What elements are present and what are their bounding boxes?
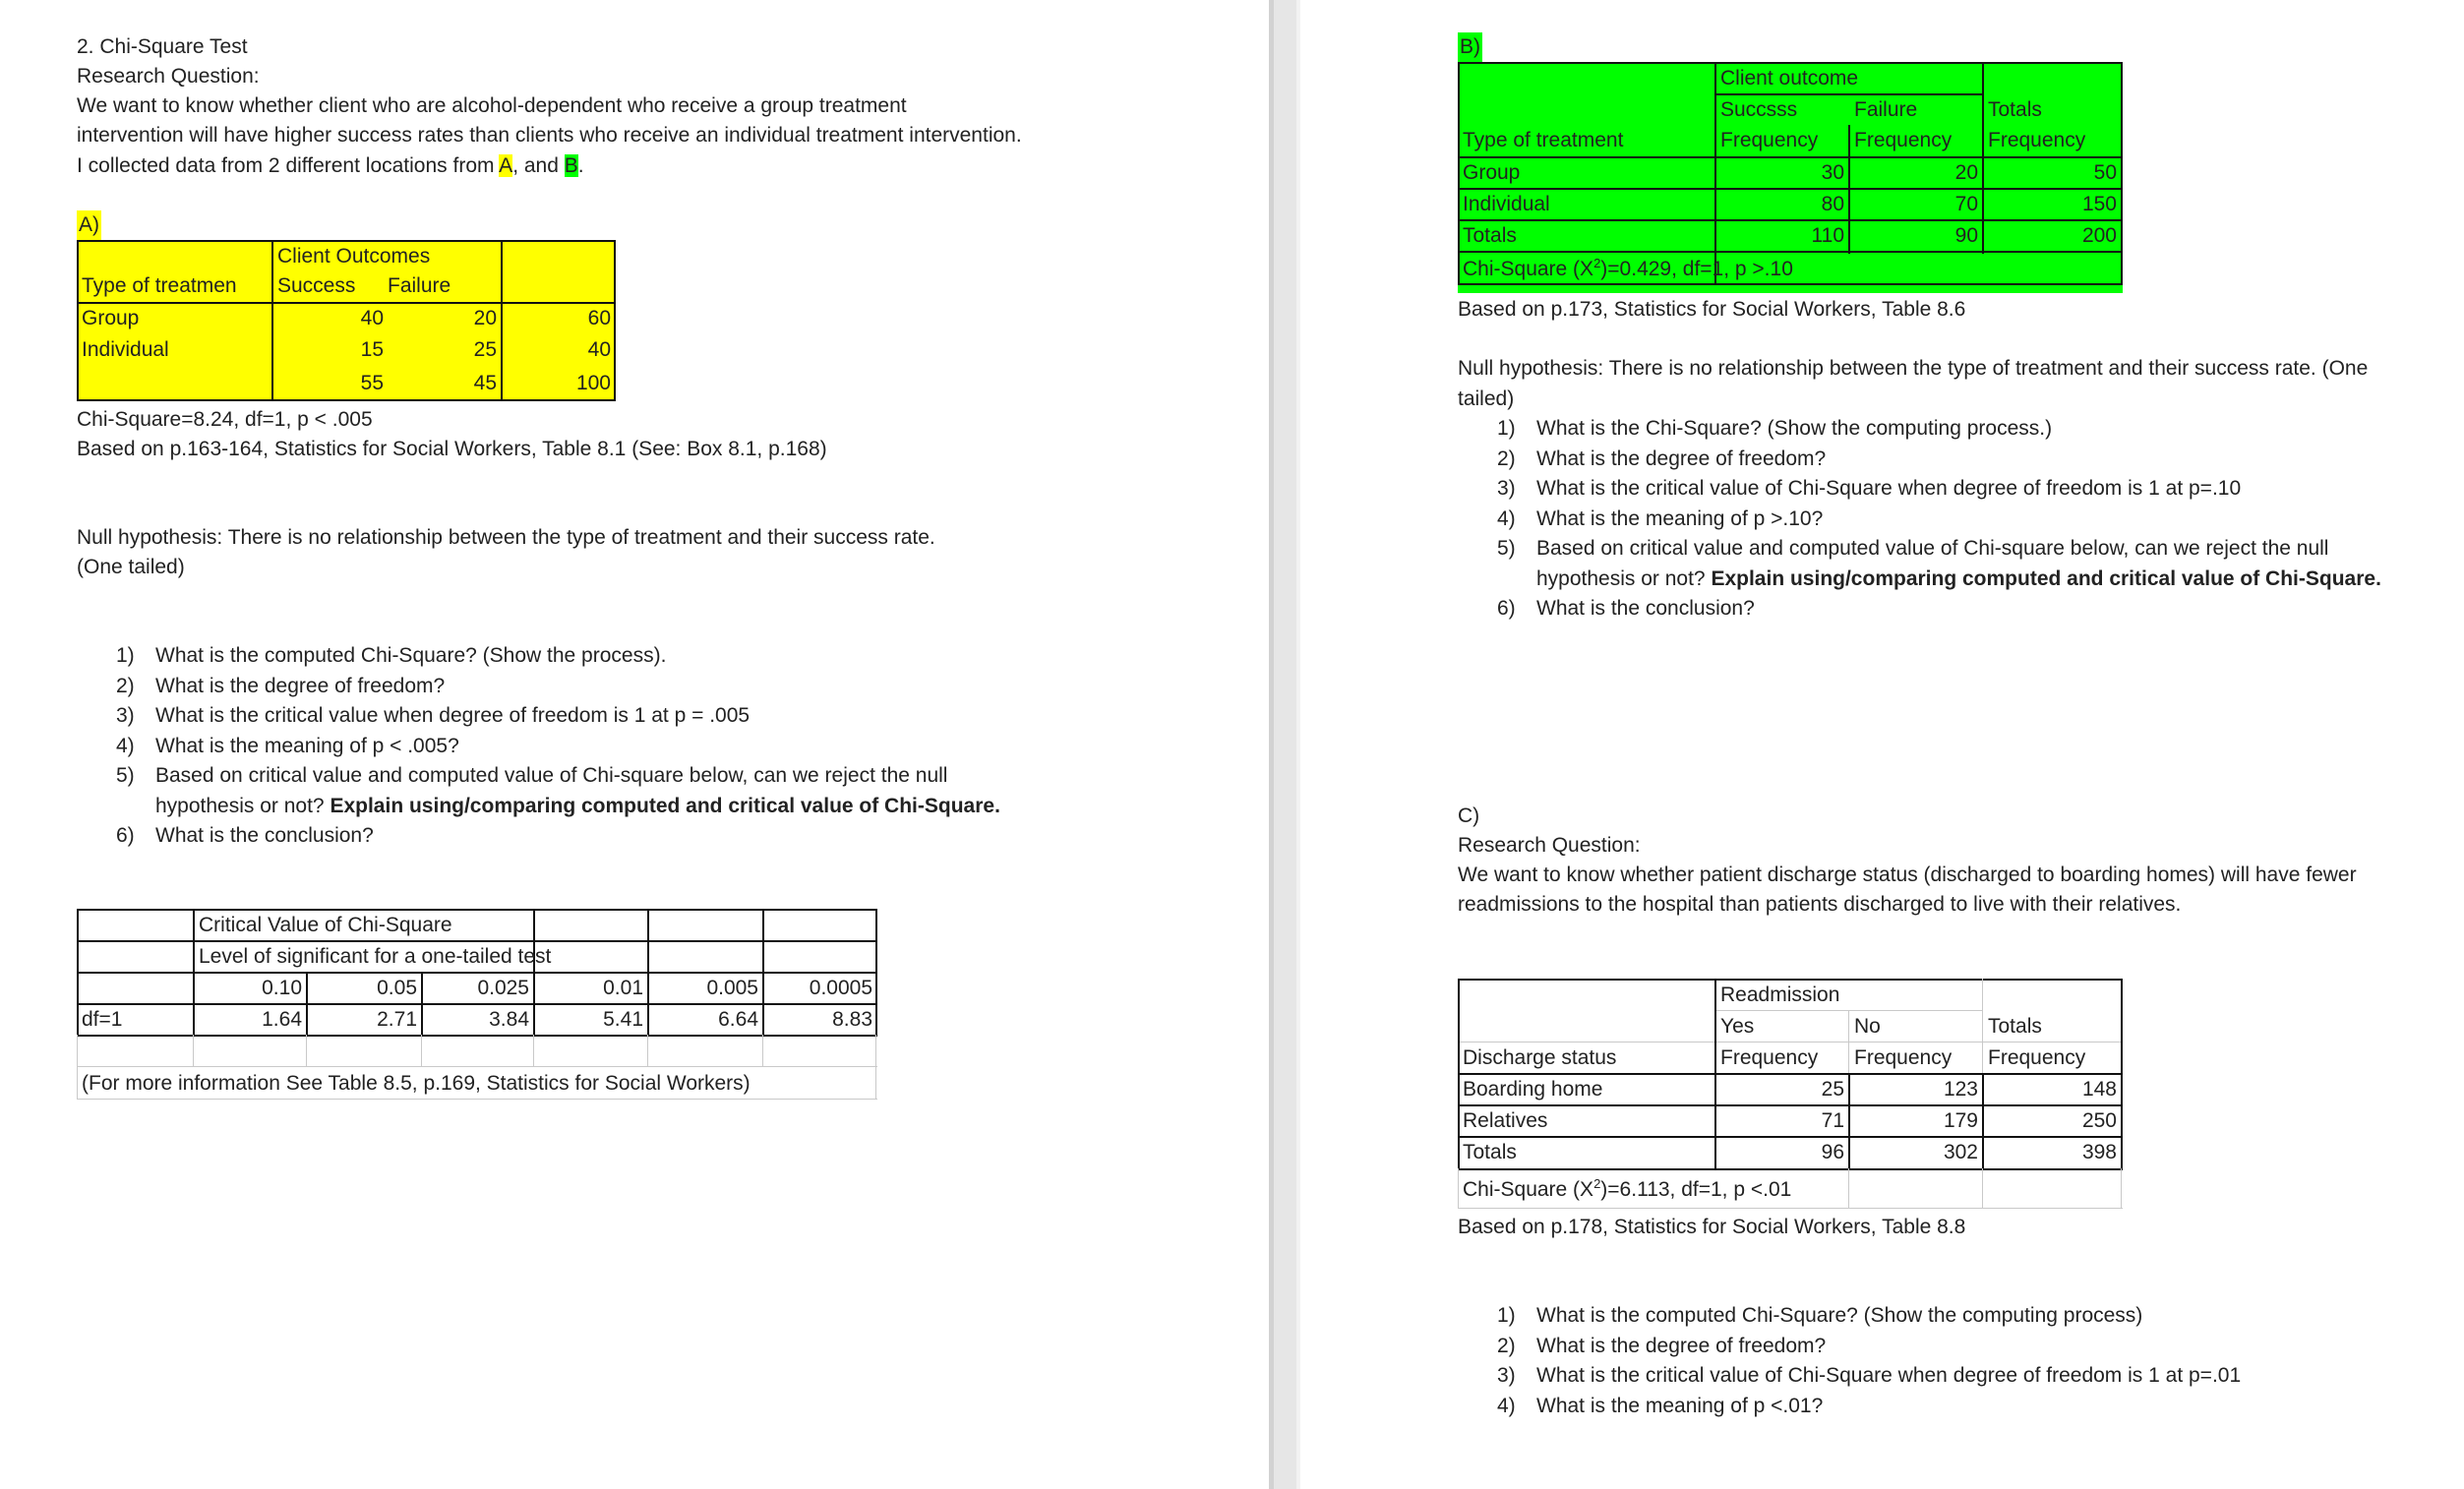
table-b-chi-square [1459,254,1797,285]
table-c-cell: 71 [1821,1109,1844,1132]
table-a-col-type: Type of treatmen [82,274,237,297]
list-number: 4) [1497,506,1516,530]
list-item [1497,1392,2241,1422]
table-a [77,240,616,401]
table-b-freq-label: Frequency [1988,129,2086,151]
table-c [1458,979,2123,1211]
list-item [1497,534,2381,565]
question-text: What is the conclusion? [1536,597,1755,620]
list-item [116,761,1000,792]
table-b-header: Client outcome [1720,67,1859,89]
question-text: What is the meaning of p <.01? [1536,1394,1824,1417]
list-item [1497,1301,2241,1332]
list-number: 4) [116,734,135,757]
research-question-label-c: Research Question: [1458,834,1641,857]
question-text: What is the Chi-Square? (Show the computing process.) [1536,417,2053,440]
list-number: 3) [1497,477,1516,500]
null-hypothesis-a: Null hypothesis: There is no relationship between the type of treatment and their success rate. [77,526,935,549]
table-a-cell: 40 [360,307,384,329]
critical-value: 5.41 [603,1008,643,1031]
table-c-cell: 96 [1821,1141,1844,1163]
critical-table-title: Critical Value of Chi-Square [199,914,452,936]
list-item [116,641,1000,672]
page-gutter [1269,0,1300,1489]
critical-value: 1.64 [262,1008,302,1031]
chi-square-result-a: Chi-Square=8.24, df=1, p < .005 [77,408,373,431]
superscript: 2 [1593,256,1601,270]
question-text: hypothesis or not? [155,794,331,817]
list-number: 4) [1497,1394,1516,1417]
table-c-col-status: Discharge status [1463,1046,1617,1069]
question-text: hypothesis or not? [1536,566,1712,590]
null-hypothesis-a-cont: (One tailed) [77,556,185,578]
question-text: What is the meaning of p >.10? [1536,506,1824,530]
table-a-cell: 20 [473,307,497,329]
table-c-col-no: No [1854,1015,1881,1038]
list-item [1497,1332,2241,1362]
question-text: What is the computed Chi-Square? (Show the process). [155,644,667,667]
list-item-continuation [116,792,1000,822]
question-text: What is the degree of freedom? [1536,447,1827,470]
significance-level: 0.025 [477,977,529,999]
list-number: 2) [116,674,135,697]
questions-a [116,641,1000,852]
question-emphasis: Explain using/comparing computed and critical value of Chi-Square. [330,794,1000,817]
table-a-cell: 45 [473,372,497,394]
list-item [116,672,1000,702]
list-number: 2) [1497,447,1516,470]
table-c-cell: 25 [1821,1078,1844,1101]
research-question-line-c: We want to know whether patient discharge status (discharged to boarding homes) will have fewer [1458,864,2357,886]
table-a-row-label: Group [82,307,140,329]
list-number: 1) [1497,417,1516,440]
table-c-freq-label: Frequency [1720,1046,1819,1069]
significance-level: 0.01 [603,977,643,999]
list-item [1497,594,2381,625]
table-c-cell: 398 [2081,1141,2117,1163]
research-question-line: intervention will have higher success rates than clients who receive an individual treatment intervention. [77,124,1022,147]
research-question-line-c: readmissions to the hospital than patients discharged to live with their relatives. [1458,893,2182,916]
table-b-cell: 90 [1954,224,1978,247]
table-a-row-label: Individual [82,338,169,361]
table-b-cell: 200 [2081,224,2117,247]
list-number: 1) [116,644,135,667]
sentence-text: , and [512,154,565,177]
table-c-header: Readmission [1720,983,1840,1006]
critical-table-note: (For more information See Table 8.5, p.169, Statistics for Social Workers) [82,1072,751,1095]
table-c-cell: 148 [2081,1078,2117,1101]
table-c-freq-label: Frequency [1988,1046,2086,1069]
section-title: 2. Chi-Square Test [77,35,248,58]
question-text: What is the critical value of Chi-Square when degree of freedom is 1 at p=.10 [1536,477,2242,500]
list-item [116,701,1000,732]
table-c-chi-square [1459,1174,1795,1206]
questions-b [1497,414,2381,625]
chi-text: Chi-Square (X [1463,1178,1594,1201]
data-collection-sentence [77,151,584,182]
table-a-cell: 100 [575,372,611,394]
list-number: 2) [1497,1334,1516,1357]
list-item [1497,505,2381,535]
list-number: 6) [116,824,135,847]
critical-value: 8.83 [832,1008,872,1031]
list-number: 6) [1497,597,1516,620]
list-item [1497,474,2381,505]
highlight-b: B [564,154,578,177]
critical-value-table [77,909,877,1102]
table-b [1458,62,2123,293]
table-b-col-success: Succsss [1720,98,1798,121]
table-c-col-yes: Yes [1720,1015,1755,1038]
critical-value: 2.71 [377,1008,417,1031]
table-b-col-totals: Totals [1988,98,2042,121]
table-c-cell: 302 [1943,1141,1978,1163]
source-note-c: Based on p.178, Statistics for Social Workers, Table 8.8 [1458,1216,1966,1238]
sentence-text: I collected data from 2 different locations from [77,154,500,177]
research-question-line: We want to know whether client who are alcohol-dependent who receive a group treatment [77,94,907,117]
df-row-label: df=1 [82,1008,123,1031]
list-number: 5) [116,764,135,787]
table-c-freq-label: Frequency [1854,1046,1953,1069]
table-a-label: A) [77,210,101,241]
table-c-cell: 179 [1943,1109,1978,1132]
question-emphasis: Explain using/comparing computed and critical value of Chi-Square. [1711,566,2381,590]
question-text: What is the degree of freedom? [1536,1334,1827,1357]
list-number: 3) [116,704,135,727]
section-c-label: C) [1458,804,1480,827]
question-text: What is the degree of freedom? [155,674,446,697]
table-b-freq-label: Frequency [1720,129,1819,151]
question-text: What is the conclusion? [155,824,374,847]
table-b-cell: 70 [1954,193,1978,215]
table-c-cell: 250 [2081,1109,2117,1132]
research-question-label: Research Question: [77,65,260,88]
table-b-cell: 20 [1954,161,1978,184]
table-b-cell: 50 [2093,161,2117,184]
significance-level: 0.005 [706,977,758,999]
question-text: Based on critical value and computed value of Chi-square below, can we reject the null [155,764,948,787]
table-b-row-label: Individual [1463,193,1550,215]
table-a-col-failure: Failure [388,274,451,297]
question-text: What is the critical value of Chi-Square when degree of freedom is 1 at p=.01 [1536,1364,2242,1387]
list-number: 5) [1497,537,1516,560]
questions-c [1497,1301,2241,1421]
significance-level: 0.05 [377,977,417,999]
table-b-col-type: Type of treatment [1463,129,1624,151]
table-c-row-label: Relatives [1463,1109,1548,1132]
table-a-cell: 55 [360,372,384,394]
highlight-a: A [499,154,513,177]
list-item [116,821,1000,852]
critical-value: 3.84 [489,1008,529,1031]
question-text: Based on critical value and computed value of Chi-square below, can we reject the null [1536,537,2329,560]
question-text: What is the computed Chi-Square? (Show the computing process) [1536,1304,2143,1327]
list-item [1497,414,2381,445]
list-number: 1) [1497,1304,1516,1327]
table-b-row-label: Group [1463,161,1521,184]
table-a-cell: 60 [587,307,611,329]
critical-value: 6.64 [718,1008,758,1031]
superscript: 2 [1593,1176,1601,1191]
table-b-cell: 80 [1821,193,1844,215]
chi-text: Chi-Square (X [1463,258,1594,280]
table-a-cell: 15 [360,338,384,361]
table-b-freq-label: Frequency [1854,129,1953,151]
table-b-cell: 30 [1821,161,1844,184]
table-a-cell: 25 [473,338,497,361]
significance-level: 0.10 [262,977,302,999]
table-a-cell: 40 [587,338,611,361]
significance-level: 0.0005 [809,977,872,999]
table-b-label: B) [1458,32,1482,63]
table-a-header: Client Outcomes [277,245,431,268]
source-note-a: Based on p.163-164, Statistics for Social Workers, Table 8.1 (See: Box 8.1, p.168) [77,438,827,460]
table-c-row-label: Totals [1463,1141,1517,1163]
question-text: What is the meaning of p < .005? [155,734,459,757]
list-item [1497,1361,2241,1392]
chi-text: )=0.429, df=1, p >.10 [1600,258,1793,280]
list-item [116,732,1000,762]
table-b-col-failure: Failure [1854,98,1918,121]
table-a-col-success: Success [277,274,356,297]
table-c-row-label: Boarding home [1463,1078,1603,1101]
list-item [1497,445,2381,475]
null-hypothesis-b-cont: tailed) [1458,387,1515,410]
table-c-col-totals: Totals [1988,1015,2042,1038]
critical-table-subtitle: Level of significant for a one-tailed test [199,945,552,968]
table-b-row-label: Totals [1463,224,1517,247]
question-text: What is the critical value when degree of freedom is 1 at p = .005 [155,704,751,727]
sentence-text: . [577,154,584,177]
chi-text: )=6.113, df=1, p <.01 [1600,1178,1792,1201]
table-b-cell: 110 [1811,224,1844,247]
list-number: 3) [1497,1364,1516,1387]
source-note-b: Based on p.173, Statistics for Social Workers, Table 8.6 [1458,298,1966,321]
table-b-cell: 150 [2081,193,2117,215]
null-hypothesis-b: Null hypothesis: There is no relationship between the type of treatment and their success rate. (One [1458,357,2369,380]
list-item-continuation [1497,565,2381,595]
document-page-right [1300,0,2464,1489]
table-c-cell: 123 [1943,1078,1978,1101]
